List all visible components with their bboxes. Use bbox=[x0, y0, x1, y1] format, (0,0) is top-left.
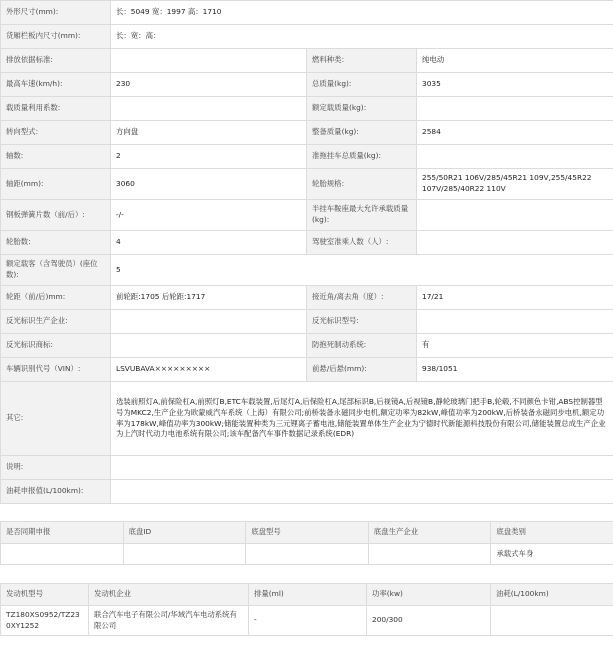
table-row bbox=[1, 255, 613, 286]
table-row bbox=[1, 606, 613, 636]
tires-count-value: 4 bbox=[111, 231, 307, 255]
column-header: 底盘型号 bbox=[246, 522, 369, 544]
table-row bbox=[1, 544, 613, 565]
column-header: 底盘生产企业 bbox=[368, 522, 491, 544]
column-header: 发动机企业 bbox=[89, 584, 249, 606]
table-cell bbox=[1, 544, 124, 565]
overhang-label: 前悬/后悬(mm): bbox=[307, 358, 417, 382]
reflector-maker-label: 反光标识生产企业: bbox=[1, 310, 111, 334]
reflector-brand-value bbox=[111, 334, 307, 358]
tire-label: 轮胎规格: bbox=[307, 169, 417, 200]
other-value: 选装前照灯A,前保险杠A,前照灯B,ETC车载装置,后尾灯A,后保险杠A,尾部标识B,后视镜A,后视镜B,静轮玻璃门把手B,轮毂,不同颜色卡钳,ABS控制器型号为MKC2,生产企业为欧蒙威汽车系统（上海）有限公司;前桥装备永磁同步电机,额定功率为82kW,峰值功率为200kW,后桥装备永磁同步电机,额定功率为178kW,峰值功率为300kW;储能装置种类为三元锂离子蓄电池,储能装置单体生产企业为宁德时代新能源科技股份有限公司,储能装置总成生产企业为上汽时代动力电池系统有限公司;该车配备汽车事件数据记录系统(EDR) bbox=[111, 382, 613, 456]
table-row bbox=[1, 286, 613, 310]
reflector-brand-label: 反光标识商标: bbox=[1, 334, 111, 358]
column-header: 排量(ml) bbox=[249, 584, 367, 606]
table-row bbox=[1, 1, 613, 25]
table-row bbox=[1, 97, 613, 121]
table-row bbox=[1, 334, 613, 358]
table-cell: 承载式车身 bbox=[491, 544, 613, 565]
curb-mass-value: 2584 bbox=[417, 121, 613, 145]
steering-label: 转向型式: bbox=[1, 121, 111, 145]
table-row bbox=[1, 73, 613, 97]
track-value: 前轮距:1705 后轮距:1717 bbox=[111, 286, 307, 310]
table-row bbox=[1, 480, 613, 504]
table-row bbox=[1, 121, 613, 145]
passengers-value: 5 bbox=[111, 255, 613, 286]
tires-count-label: 轮胎数: bbox=[1, 231, 111, 255]
table-row bbox=[1, 310, 613, 334]
total-mass-label: 总质量(kg): bbox=[307, 73, 417, 97]
emission-value bbox=[111, 49, 307, 73]
vin-label: 车辆识别代号（VIN）: bbox=[1, 358, 111, 382]
load-util-value bbox=[111, 97, 307, 121]
note-label: 说明: bbox=[1, 456, 111, 480]
table-row bbox=[1, 200, 613, 231]
column-header: 功率(kw) bbox=[367, 584, 491, 606]
fuel-cons-value bbox=[111, 480, 613, 504]
table-row bbox=[1, 49, 613, 73]
table-row bbox=[1, 231, 613, 255]
table-cell bbox=[491, 606, 613, 636]
cab-label: 驾驶室准乘人数（人）: bbox=[307, 231, 417, 255]
spring-label: 钢板弹簧片数（前/后）: bbox=[1, 200, 111, 231]
spring-value: -/- bbox=[111, 200, 307, 231]
rated-load-value bbox=[417, 97, 613, 121]
fuel-cons-label: 油耗申报值(L/100km): bbox=[1, 480, 111, 504]
fuel-label: 燃料种类: bbox=[307, 49, 417, 73]
table-row bbox=[1, 25, 613, 49]
total-mass-value: 3035 bbox=[417, 73, 613, 97]
reflector-maker-value bbox=[111, 310, 307, 334]
note-value bbox=[111, 456, 613, 480]
speed-label: 最高车速(km/h): bbox=[1, 73, 111, 97]
column-header: 油耗(L/100km) bbox=[491, 584, 613, 606]
wheelbase-label: 轴距(mm): bbox=[1, 169, 111, 200]
curb-mass-label: 整备质量(kg): bbox=[307, 121, 417, 145]
wheelbase-value: 3060 bbox=[111, 169, 307, 200]
table-cell bbox=[368, 544, 491, 565]
engine-table bbox=[0, 583, 613, 636]
table-row bbox=[1, 382, 613, 456]
table-row bbox=[1, 145, 613, 169]
column-header: 发动机型号 bbox=[1, 584, 89, 606]
rated-load-label: 额定载质量(kg): bbox=[307, 97, 417, 121]
column-header: 底盘ID bbox=[123, 522, 246, 544]
axles-label: 轴数: bbox=[1, 145, 111, 169]
reflector-model-value bbox=[417, 310, 613, 334]
angle-value: 17/21 bbox=[417, 286, 613, 310]
emission-label: 排放依据标准: bbox=[1, 49, 111, 73]
table-cell bbox=[246, 544, 369, 565]
other-label: 其它: bbox=[1, 382, 111, 456]
saddle-label: 半挂车鞍座最大允许承载质量(kg): bbox=[307, 200, 417, 231]
tire-value: 255/50R21 106V/285/45R21 109V,255/45R22 107V/285/40R22 110V bbox=[417, 169, 613, 200]
saddle-value bbox=[417, 200, 613, 231]
dims-label: 外形尺寸(mm): bbox=[1, 1, 111, 25]
trailer-mass-value bbox=[417, 145, 613, 169]
fuel-value: 纯电动 bbox=[417, 49, 613, 73]
axles-value: 2 bbox=[111, 145, 307, 169]
trailer-mass-label: 准拖挂车总质量(kg): bbox=[307, 145, 417, 169]
load-util-label: 载质量利用系数: bbox=[1, 97, 111, 121]
vin-value: LSVUBAVA××××××××× bbox=[111, 358, 307, 382]
angle-label: 接近角/离去角（度）: bbox=[307, 286, 417, 310]
table-cell bbox=[123, 544, 246, 565]
dims-value: 长：5049 宽：1997 高：1710 bbox=[111, 1, 613, 25]
table-row bbox=[1, 169, 613, 200]
cab-value bbox=[417, 231, 613, 255]
table-header-row bbox=[1, 584, 613, 606]
table-cell: 联合汽车电子有限公司/华域汽车电动系统有限公司 bbox=[89, 606, 249, 636]
table-cell: TZ180XS0952/TZ230XY1252 bbox=[1, 606, 89, 636]
overhang-value: 938/1051 bbox=[417, 358, 613, 382]
abs-label: 防抱死制动系统: bbox=[307, 334, 417, 358]
abs-value: 有 bbox=[417, 334, 613, 358]
track-label: 轮距（前/后)mm: bbox=[1, 286, 111, 310]
section-gap bbox=[0, 504, 613, 521]
column-header: 是否同期申报 bbox=[1, 522, 124, 544]
reflector-model-label: 反光标识型号: bbox=[307, 310, 417, 334]
table-row bbox=[1, 456, 613, 480]
speed-value: 230 bbox=[111, 73, 307, 97]
table-cell: 200/300 bbox=[367, 606, 491, 636]
passengers-label: 额定载客（含驾驶员）(座位数): bbox=[1, 255, 111, 286]
column-header: 底盘类别 bbox=[491, 522, 613, 544]
table-row bbox=[1, 358, 613, 382]
cargo-value: 长：宽：高： bbox=[111, 25, 613, 49]
chassis-table bbox=[0, 521, 613, 565]
section-gap bbox=[0, 565, 613, 583]
cargo-label: 货厢栏板内尺寸(mm): bbox=[1, 25, 111, 49]
steering-value: 方向盘 bbox=[111, 121, 307, 145]
table-header-row bbox=[1, 522, 613, 544]
table-cell: - bbox=[249, 606, 367, 636]
